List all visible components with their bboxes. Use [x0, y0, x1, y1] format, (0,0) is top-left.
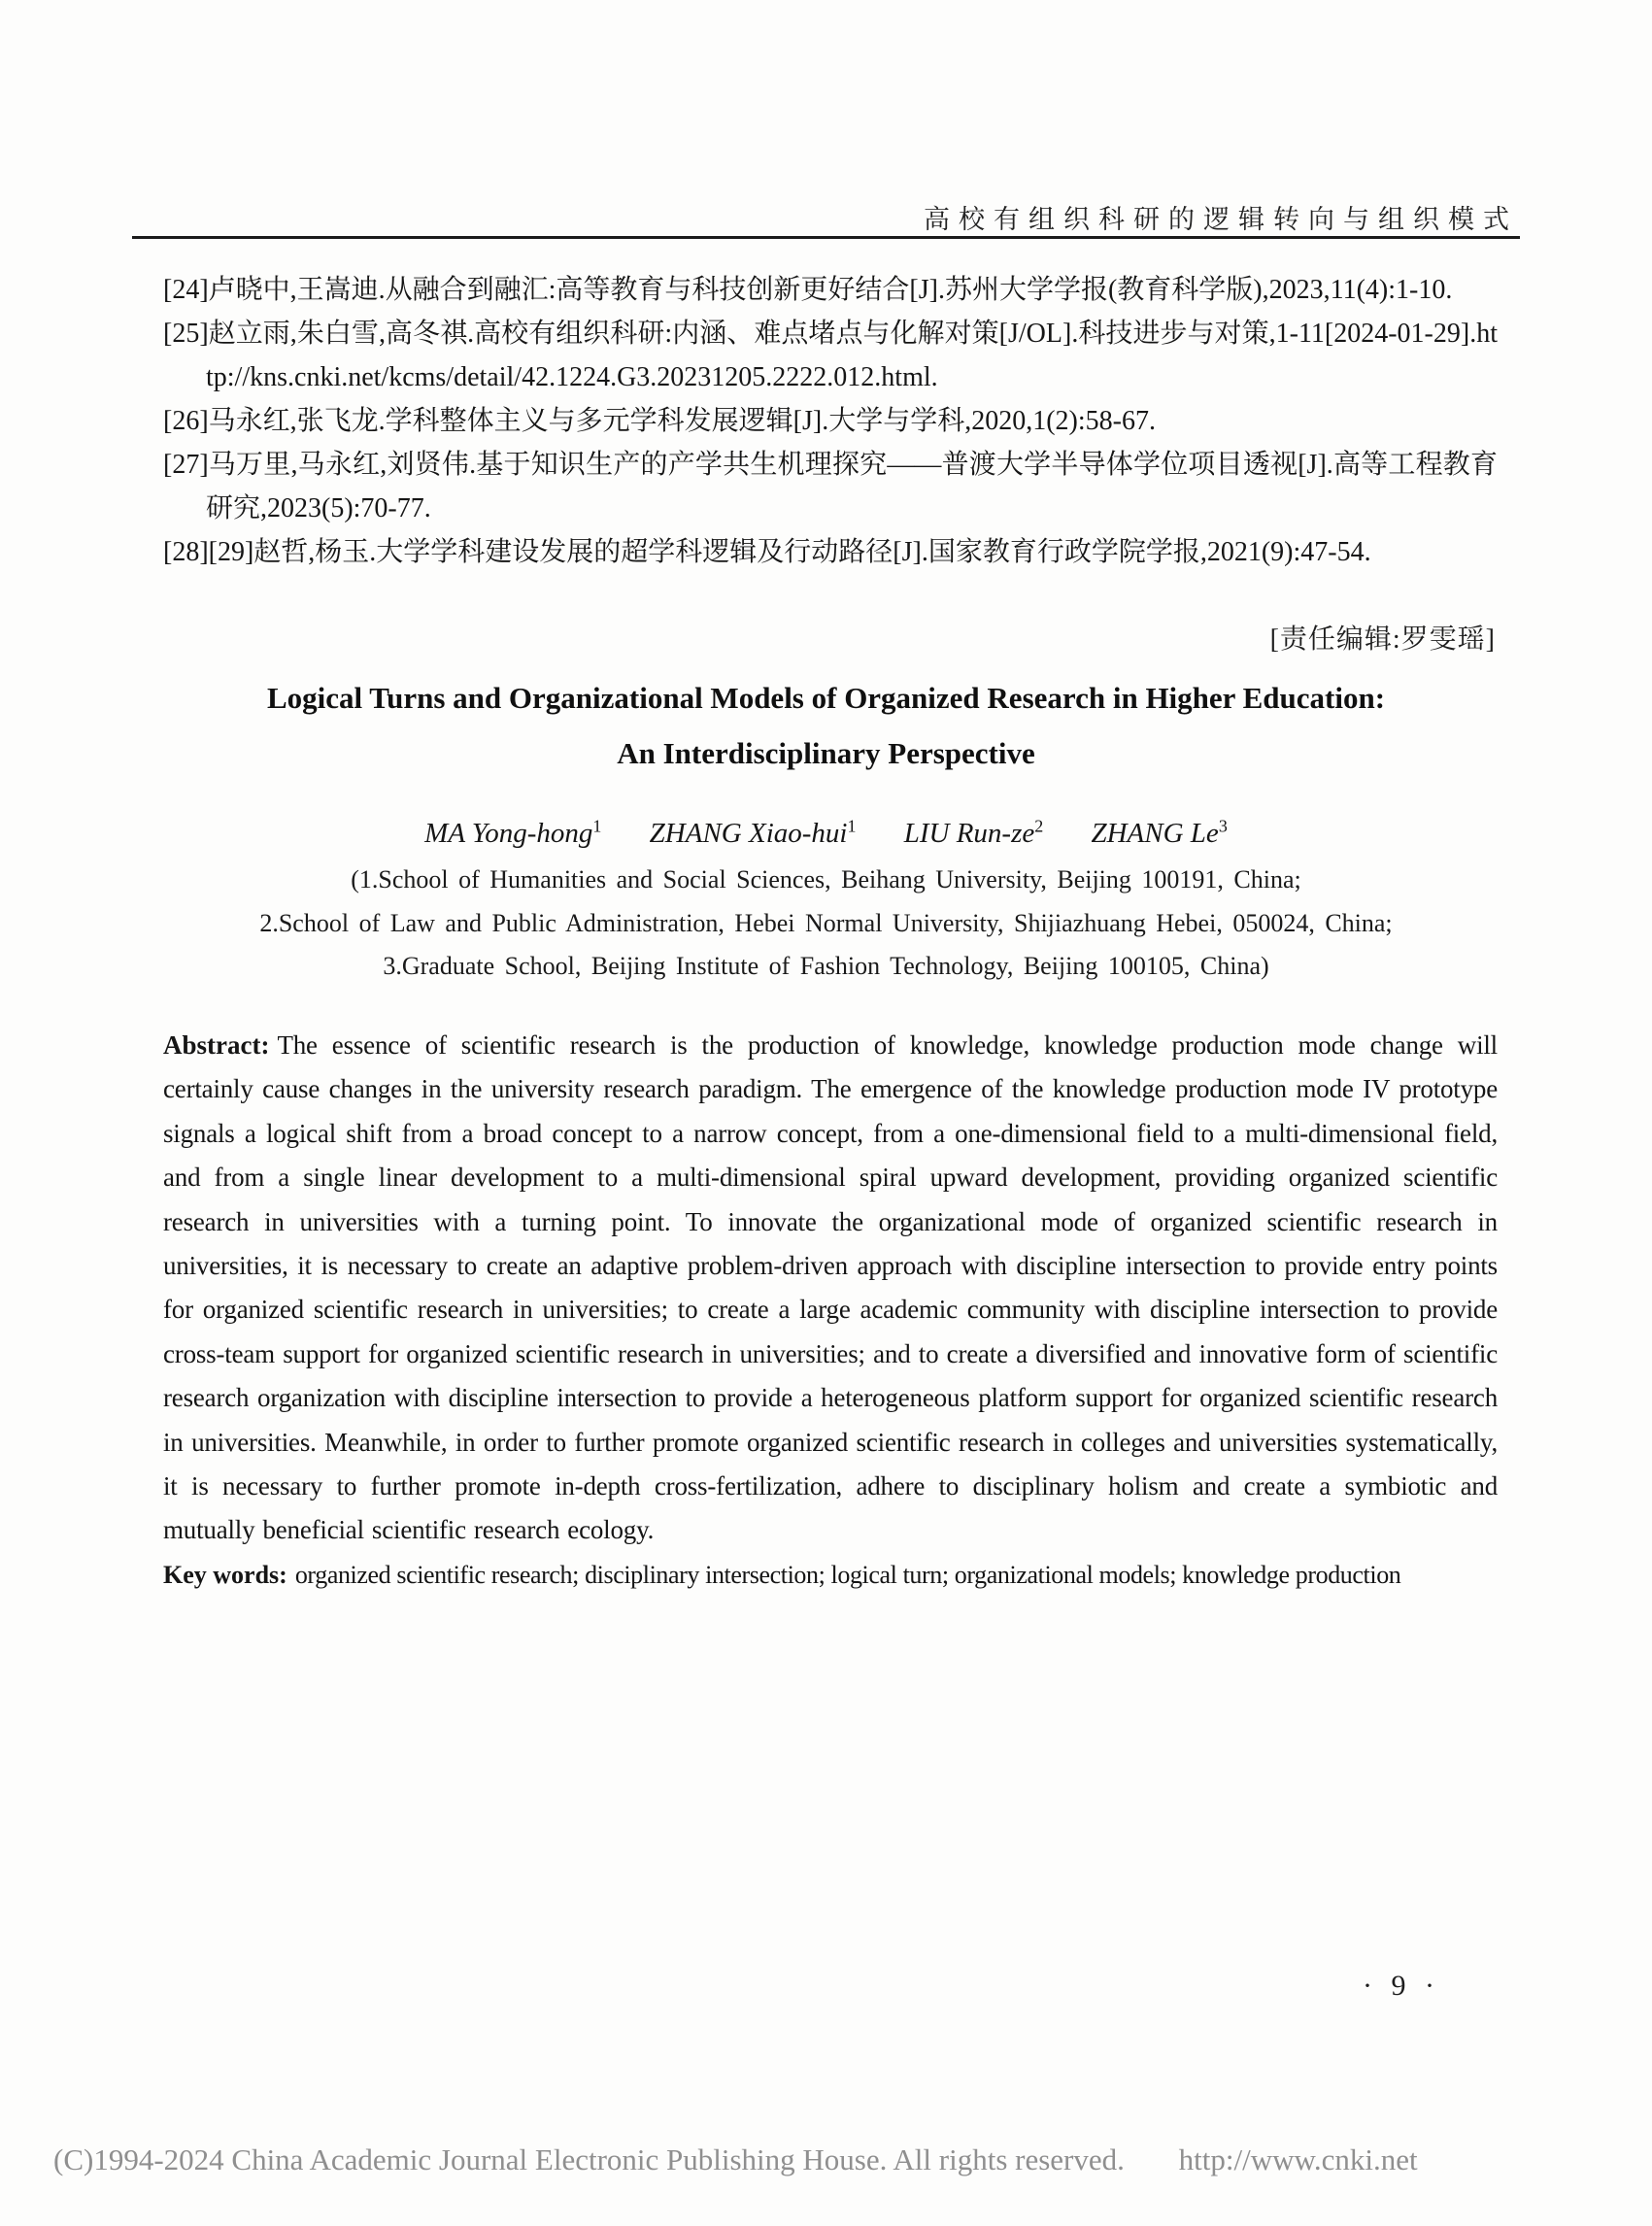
abstract-paragraph: [163, 1024, 1498, 1553]
references-section: [163, 268, 1498, 574]
author-affiliation-superscript: 1: [592, 816, 602, 835]
author-name: ZHANG Le: [1091, 817, 1219, 849]
header-divider: [132, 236, 1520, 239]
affiliation-line: 3.Graduate School, Beijing Institute of Fashion Technology, Beijing 100105, China): [383, 952, 1269, 980]
reference-item: [26]马永红,张飞龙.学科整体主义与多元学科发展逻辑[J].大学与学科,2020,1(2):58-67.: [163, 406, 1156, 436]
affiliation-line: 2.School of Law and Public Administration, Hebei Normal University, Shijiazhuang Hebei, 050024, China;: [259, 908, 1393, 937]
author: [904, 818, 1044, 849]
author-name: ZHANG Xiao-hui: [649, 817, 848, 849]
author-affiliation-superscript: 2: [1034, 816, 1044, 835]
affiliations-block: [136, 859, 1516, 989]
english-title: [136, 670, 1516, 781]
keywords-label: Key words:: [163, 1560, 287, 1589]
author-affiliation-superscript: 1: [847, 816, 857, 835]
author: [424, 818, 601, 849]
page-number: · 9 ·: [1363, 1970, 1440, 2002]
author: [650, 818, 857, 849]
author-name: LIU Run-ze: [903, 817, 1035, 849]
reference-item: [27]马万里,马永红,刘贤伟.基于知识生产的产学共生机理探究——普渡大学半导体学位项目透视[J].高等工程教育研究,2023(5):70-77.: [163, 450, 1498, 523]
keywords-line: [163, 1553, 1498, 1597]
author: [1091, 818, 1227, 849]
author-name: MA Yong-hong: [424, 817, 593, 849]
reference-item: [28][29]赵哲,杨玉.大学学科建设发展的超学科逻辑及行动路径[J].国家教育行政学院学报,2021(9):47-54.: [163, 537, 1371, 567]
reference-item: [25]赵立雨,朱白雪,高冬祺.高校有组织科研:内涵、难点堵点与化解对策[J/OL].科技进步与对策,1-11[2024-01-29].http://kns.cnki.net/kcms/detail/42.1224.G3.20231205.2222.012.html.: [163, 319, 1498, 392]
english-title-line-2: An Interdisciplinary Perspective: [617, 736, 1035, 770]
abstract-text: The essence of scientific research is the production of knowledge, knowledge production mode change will certainly cause changes in the university research paradigm. The emergence of the knowledge production mode IV prototype signals a logical shift from a broad concept to a narrow concept, from a one-dimensional field to a multi-dimensional field, and from a single linear development to a multi-dimensional spiral upward development, providing organized scientific research in universities with a turning point. To innovate the organizational mode of organized scientific research in universities, it is necessary to create an adaptive problem-driven approach with discipline intersection to provide entry points for organized scientific research in universities; to create a large academic community with discipline intersection to provide cross-team support for organized scientific research in universities; and to create a diversified and innovative form of scientific research organization with discipline intersection to provide a heterogeneous platform support for organized scientific research in universities. Meanwhile, in order to further promote organized scientific research in colleges and universities systematically, it is necessary to further promote in-depth cross-fertilization, adhere to disciplinary holism and create a symbiotic and mutually beneficial scientific research ecology.: [163, 1030, 1498, 1545]
copyright-text: (C)1994-2024 China Academic Journal Electronic Publishing House. All rights reserved.: [53, 2142, 1125, 2176]
abstract-section: [163, 1024, 1498, 1597]
reference-item: [24]卢晓中,王嵩迪.从融合到融汇:高等教育与科技创新更好结合[J].苏州大学学报(教育科学版),2023,11(4):1-10.: [163, 275, 1453, 305]
cnki-footer: [53, 2142, 1607, 2177]
cnki-url: http://www.cnki.net: [1178, 2142, 1418, 2176]
authors-line: [136, 816, 1516, 850]
abstract-label: Abstract:: [163, 1030, 270, 1060]
keywords-text: organized scientific research; disciplinary intersection; logical turn; organizational models; knowledge production: [294, 1560, 1401, 1589]
author-affiliation-superscript: 3: [1218, 816, 1228, 835]
english-title-line-1: Logical Turns and Organizational Models of Organized Research in Higher Education:: [266, 681, 1386, 715]
running-head-title: 高校有组织科研的逻辑转向与组织模式: [924, 205, 1518, 234]
affiliation-line: (1.School of Humanities and Social Sciences, Beihang University, Beijing 100191, China;: [351, 865, 1301, 894]
editor-note: [责任编辑:罗雯瑶]: [1269, 624, 1496, 655]
